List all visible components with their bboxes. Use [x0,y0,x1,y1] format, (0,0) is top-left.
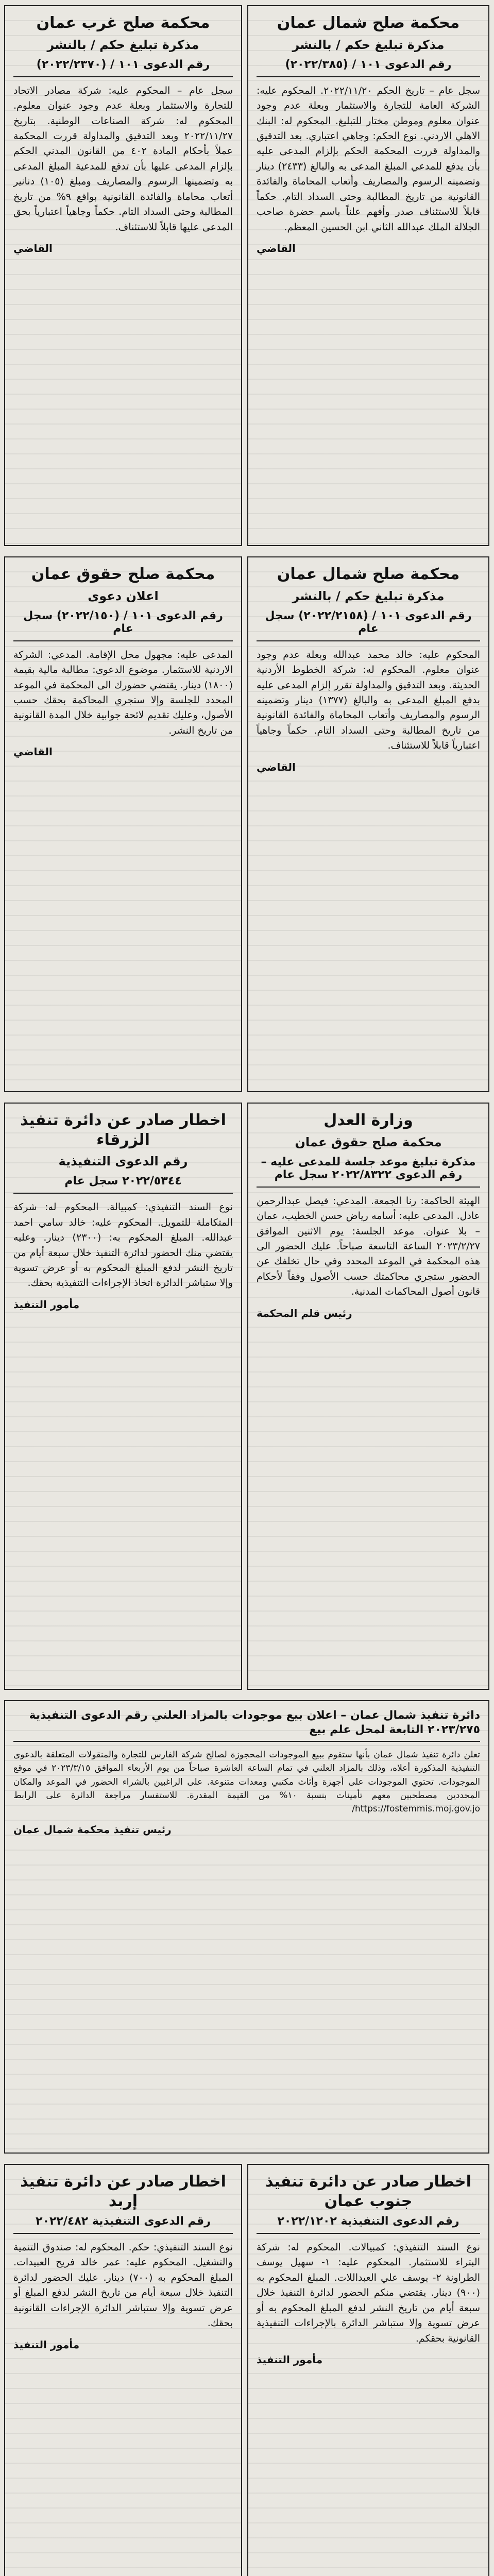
divider [257,76,480,77]
notice-case-number: رقم الدعوى ١٠١ / (٢٠٢٢/٣٨٥) [285,58,452,71]
notice-signature: رئيس قلم المحكمة [257,1307,352,1319]
notice-auction [4,1700,489,2154]
notice-case-number: رقم الدعوى التنفيذية ٢٠٢٢/٤٨٢ [36,2215,211,2228]
notice-title: دائرة تنفيذ شمال عمان – اعلان بيع موجودات بالمزاد العلني رقم الدعوى التنفيذية ٢٠٢٣/٢٧٥ التابعة لمحل علم بيع [29,1709,480,1736]
notice-6 [4,1103,242,1690]
notice-case-number: مذكرة تبليغ موعد جلسة للمدعى عليه – رقم الدعوى ٢٠٢٢/٨٣٢٢ سجل عام [261,1155,476,1181]
notice-5 [247,1103,489,1690]
notice-signature: القاضي [13,242,53,255]
notice-4 [4,556,242,1092]
notice-title: اخطار صادر عن دائرة تنفيذ الزرقاء [20,1111,226,1149]
divider [13,1193,233,1194]
notice-case-number: رقم الدعوى ١٠١ / (٢٠٢٢/٢١٥٨) سجل عام [265,609,472,635]
divider [13,1741,480,1742]
notice-case-number: رقم الدعوى التنفيذية ٢٠٢٢/١٢٠٢ [277,2215,459,2228]
notice-subtitle: رقم الدعوى التنفيذية [58,1154,188,1168]
divider [257,2233,480,2234]
notice-signature: مأمور التنفيذ [13,2338,80,2351]
notice-signature: مأمور التنفيذ [13,1298,80,1311]
notice-case-number: رقم الدعوى ١٠١ / (٢٠٢٢/٢٣٧٠) [36,58,210,71]
divider [13,640,233,641]
notice-2 [4,5,242,546]
notice-body: سجل عام – تاريخ الحكم ٢٠٢٢/١١/٢٠. المحكوم عليه: الشركة العامة للتجارة والاستثمار وبعلة عدم وجود عنوان معلوم وموطن مختار للتبليغ. المحكوم له: البنك الاهلي الاردني. نوع الحكم: وجاهي اعتباري. بعد التدقيق والمداولة قررت المحكمة الحكم بإلزام المدعى عليه بأن يدفع للمدعي المبلغ المدعى به والبالغ (٢٤٣٣) دينار وتضمينه الرسوم والمصاريف وأتعاب المحاماة والفائدة القانونية من تاريخ المطالبة وحتى السداد التام. حكماً قابلاً للاستئناف صدر وأفهم علناً باسم حضرة صاحب الجلالة الملك عبدالله الثاني ابن الحسين المعظم. [257,84,480,233]
notice-body: نوع السند التنفيذي: كمبيالة. المحكوم له: شركة المتكاملة للتمويل. المحكوم عليه: خالد سامي احمد عبدالله. المبلغ المحكوم به: (٢٣٠٠) دينار. وعليه يقتضي منك الحضور لدائرة التنفيذ خلال سبعة أيام من تاريخ النشر لدفع المبلغ المحكوم به أو عرض تسوية وإلا ستباشر الدائرة اتخاذ الإجراءات التنفيذية بحقك. [13,1201,233,1289]
divider [257,640,480,641]
notice-body: المدعى عليه: مجهول محل الإقامة. المدعي: الشركة الاردنية للاستثمار. موضوع الدعوى: مطالبة مالية بقيمة (١٨٠٠) دينار. يقتضي حضورك الى المحكمة في الموعد المحدد للجلسة وإلا ستجري المحاكمة بحقك حسب الأصول، وعليك تقديم لائحة جوابية خلال المدة القانونية من تاريخ النشر. [13,649,233,736]
divider [257,1187,480,1188]
notice-3 [247,556,489,1092]
notice-subtitle: اعلان دعوى [88,588,159,603]
notice-signature: القاضي [257,760,296,773]
notice-title: محكمة صلح حقوق عمان [31,565,215,583]
notice-signature: القاضي [257,242,296,255]
notice-case-number: ٢٠٢٢/٥٣٤٤ سجل عام [64,1175,182,1188]
notice-subtitle: مذكرة تبليغ حكم / بالنشر [47,37,199,52]
notice-body: نوع السند التنفيذي: كمبيالات. المحكوم له: شركة البتراء للاستثمار. المحكوم عليه: ١- سهيل يوسف الطراونة ٢- يوسف علي العبداللات. المبلغ المحكوم به (٩٠٠) دينار. يقتضي منكم الحضور لدائرة التنفيذ خلال سبعة أيام من تاريخ النشر لدفع المبلغ المحكوم به أو عرض تسوية وإلا ستباشر الدائرة بالإجراءات التنفيذية القانونية بحقكم. [257,2242,480,2344]
notice-signature: القاضي [13,745,53,758]
notice-7 [247,2164,489,2576]
notice-body: تعلن دائرة تنفيذ شمال عمان بأنها ستقوم ببيع الموجودات المحجوزة لصالح شركة الفارس للتجارة والمنقولات المتعلقة بالدعوى التنفيذية المذكورة أعلاه، وذلك بالمزاد العلني في تمام الساعة العاشرة صباحاً من يوم الأربعاء الموافق ٢٠٢٣/٣/١٥ في موقع الموجودات. تحتوي الموجودات على أجهزة وأثاث مكتبي ومعدات متنوعة. على الراغبين بالشراء الحضور في الموعد والمكان المحددين مصطحبين معهم تأمينات بنسبة ١٠% من القيمة المقدرة. للاستفسار مراجعة الدائرة على الرابط https://fostemmis.moj.gov.jo/ [13,1750,481,1815]
notice-subtitle: محكمة صلح حقوق عمان [295,1134,442,1149]
notice-title: وزارة العدل [323,1111,413,1129]
notice-body: المحكوم عليه: خالد محمد عبدالله وبعلة عدم وجود عنوان معلوم. المحكوم له: شركة الخطوط الأردنية الحديثة. وبعد التدقيق والمداولة تقرر إلزام المدعى عليه بدفع المبلغ المدعى به والبالغ (١٣٧٧) دينار وتضمينه الرسوم والمصاريف وأتعاب المحاماة والفائدة القانونية من تاريخ المطالبة وحتى السداد التام. حكماً وجاهياً اعتبارياً قابلاً للاستئناف. [257,649,480,752]
notice-title: اخطار صادر عن دائرة تنفيذ جنوب عمان [265,2173,471,2210]
divider [13,76,233,77]
notice-case-number: رقم الدعوى ١٠١ / (٢٠٢٢/١٥٠) سجل عام [23,609,223,635]
notice-signature: مأمور التنفيذ [257,2353,323,2366]
notice-body: نوع السند التنفيذي: حكم. المحكوم له: صندوق التنمية والتشغيل. المحكوم عليه: عمر خالد فريح العبيدات. المبلغ المحكوم به (٧٠٠) دينار. عليك الحضور لدائرة التنفيذ خلال سبعة أيام من تاريخ النشر لدفع المبلغ أو عرض تسوية وإلا ستباشر الدائرة الإجراءات القانونية بحقك. [13,2242,233,2329]
notice-title: محكمة صلح شمال عمان [277,565,460,583]
notice-title: محكمة صلح غرب عمان [36,14,210,32]
notice-signature: رئيس تنفيذ محكمة شمال عمان [13,1823,172,1836]
divider [13,2233,233,2234]
notice-title: اخطار صادر عن دائرة تنفيذ إربد [20,2173,226,2210]
notice-1 [247,5,489,546]
notice-body: الهيئة الحاكمة: رنا الجمعة. المدعي: فيصل عبدالرحمن عادل. المدعى عليه: أسامه رياض حسن الخطيب، عمان – بلا عنوان. موعد الجلسة: يوم الاثنين الموافق ٢٠٢٣/٢/٢٧ الساعة التاسعة صباحاً. عليك الحضور الى هذه المحكمة في الموعد المحدد وفي حال تخلفك عن الحضور ستجري محاكمتك حسب الأصول وفقاً لأحكام قانون أصول المحاكمات المدنية. [257,1195,480,1298]
notice-8 [4,2164,242,2576]
notice-body: سجل عام – المحكوم عليه: شركة مصادر الاتحاد للتجارة والاستثمار وبعلة عدم وجود عنوان معلوم. المحكوم له: شركة الصناعات الوطنية. بتاريخ ٢٠٢٢/١١/٢٧ وبعد التدقيق والمداولة قررت المحكمة عملاً بأحكام المادة ٤٠٢ من القانون المدني الحكم بإلزام المدعى عليها بأن تدفع للمدعية المبلغ المدعى به وتضمينها الرسوم والمصاريف ومبلغ (١٠٥) دنانير أتعاب محاماة والفائدة القانونية بواقع ٩% من تاريخ المطالبة وحتى السداد التام. حكماً وجاهياً اعتبارياً بحق المدعى عليها قابلاً للاستئناف. [13,84,233,233]
notice-subtitle: مذكرة تبليغ حكم / بالنشر [292,588,445,603]
notice-title: محكمة صلح شمال عمان [277,14,460,32]
notice-subtitle: مذكرة تبليغ حكم / بالنشر [292,37,445,52]
